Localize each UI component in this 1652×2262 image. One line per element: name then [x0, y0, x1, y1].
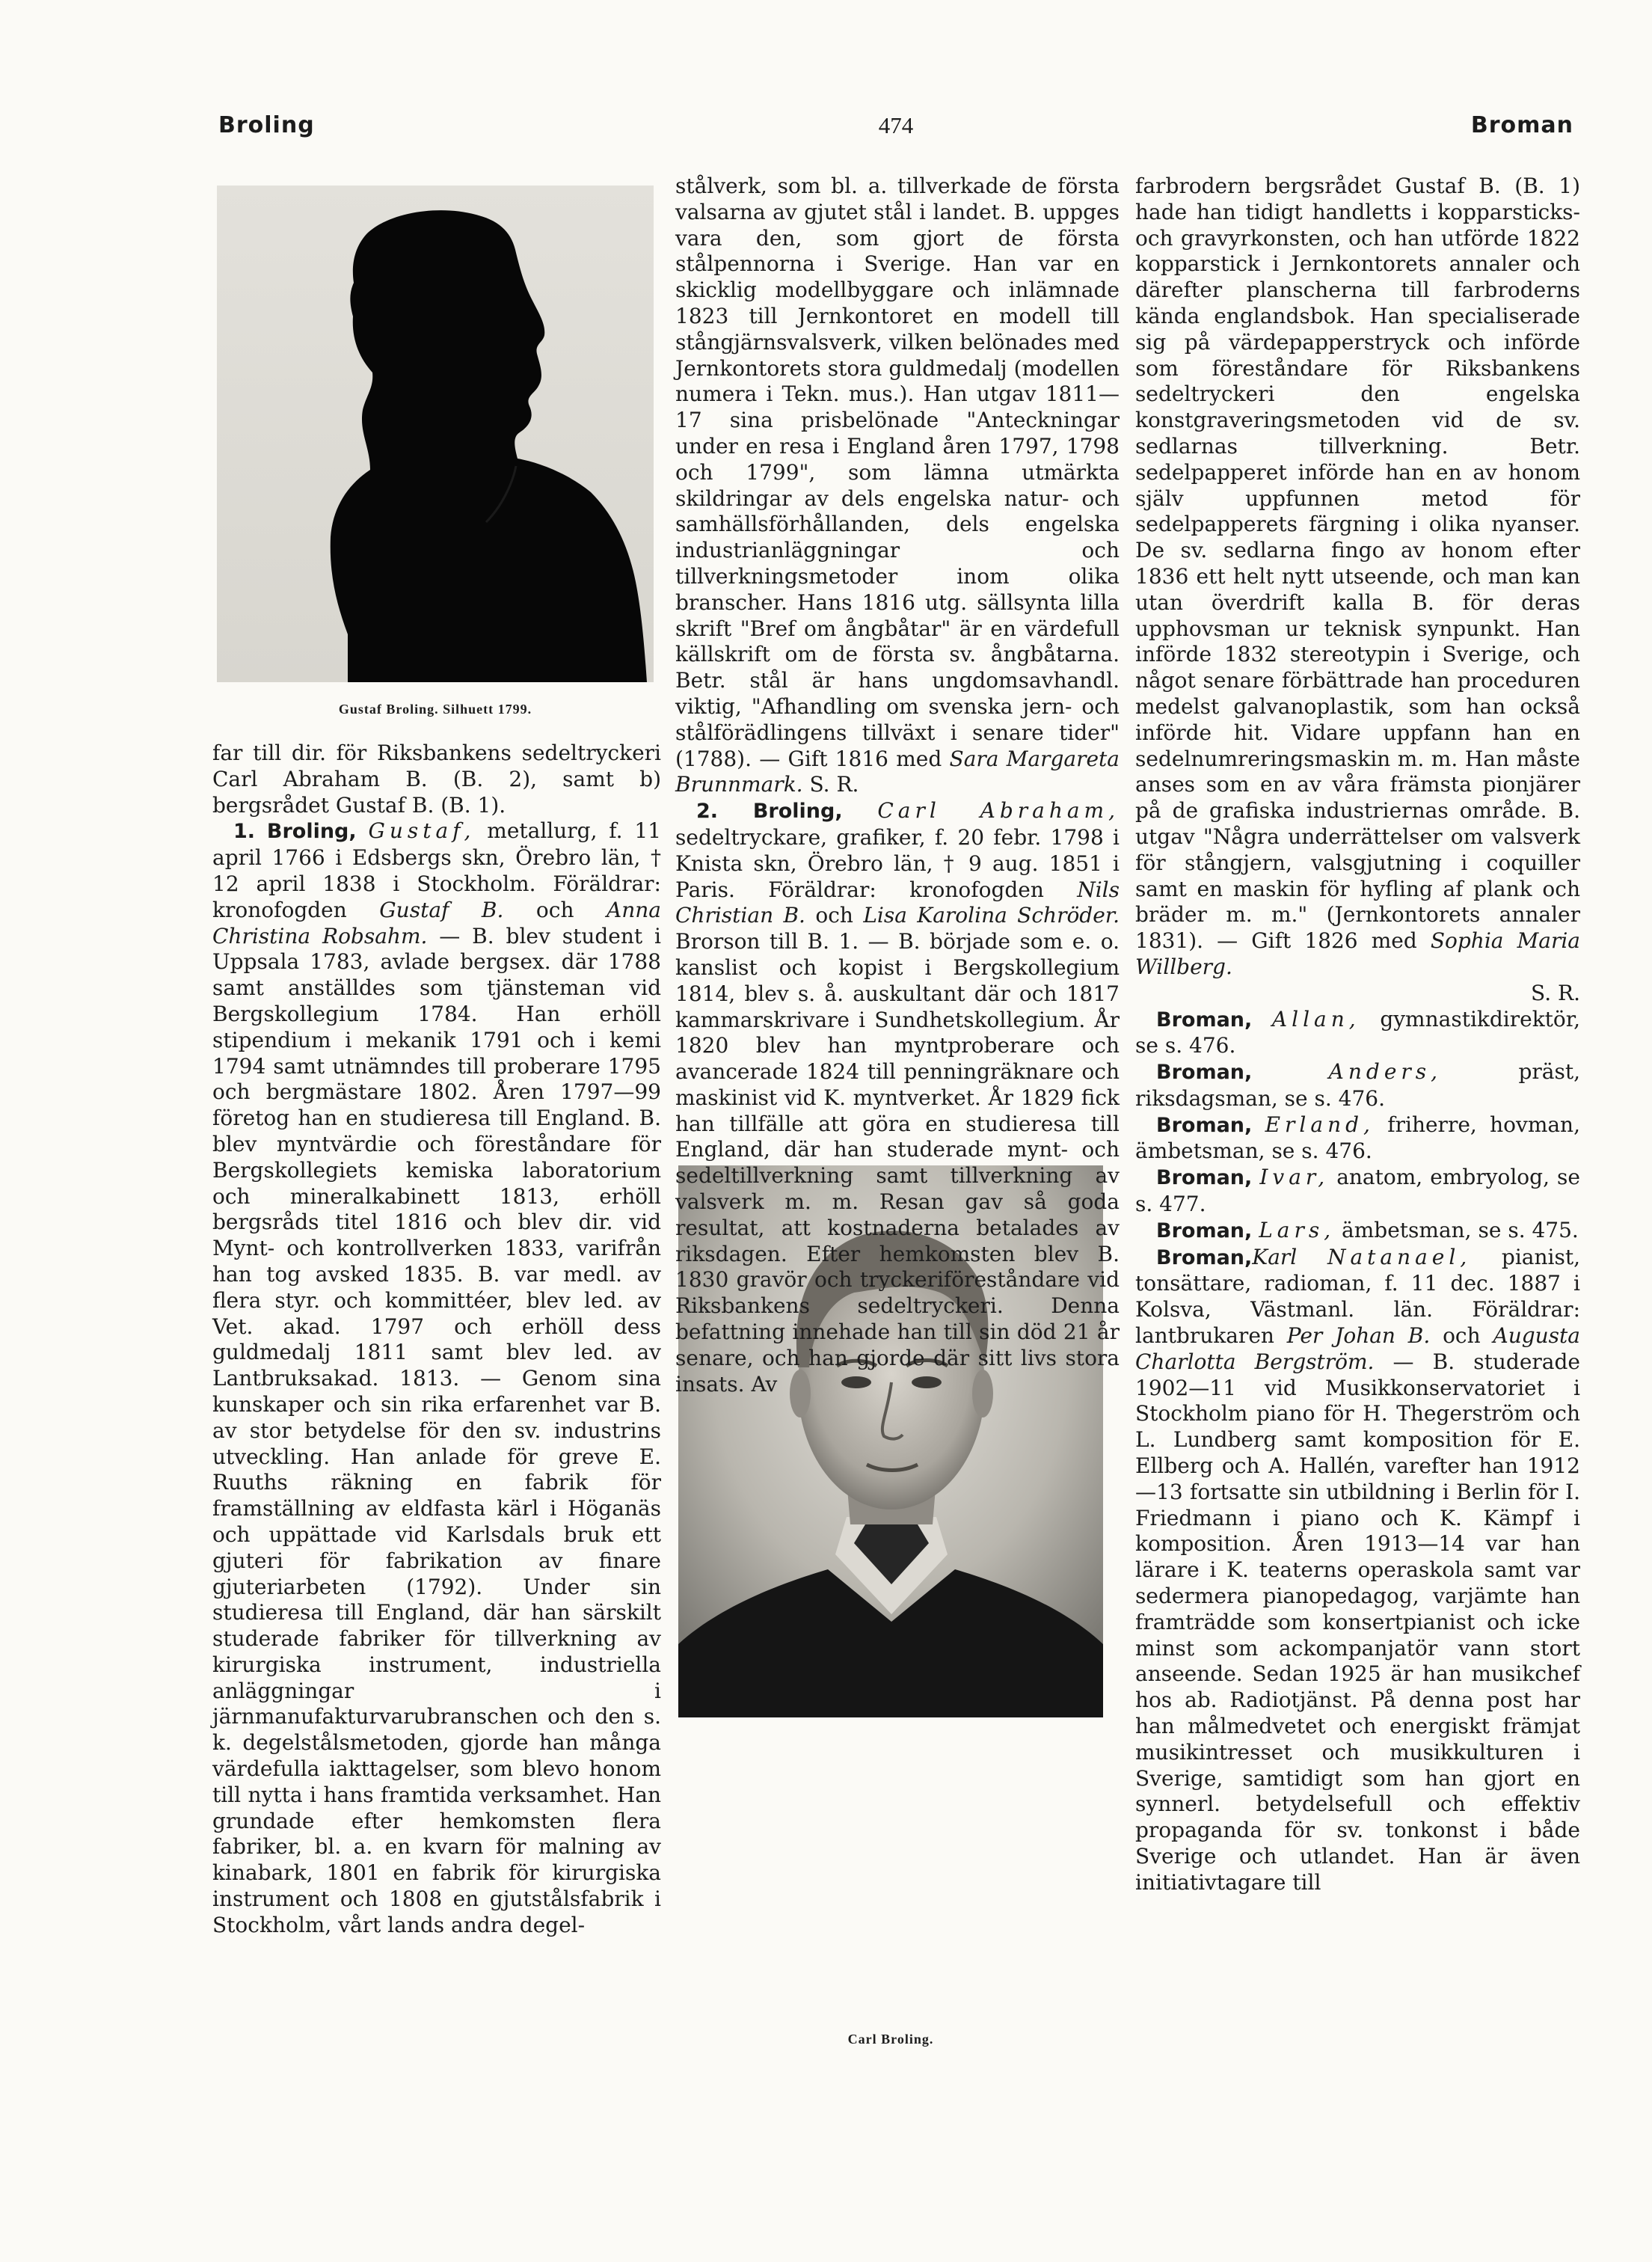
- entry-headword: Broman,: [1156, 1061, 1253, 1085]
- header-left-keyword: Broling: [218, 112, 315, 138]
- silhouette-caption: Gustaf Broling. Silhuett 1799.: [338, 702, 532, 717]
- parent-name: Augusta Charlotta Bergström.: [1135, 1323, 1580, 1374]
- entry-text: stålverk, som bl. a. tillverkade de första valsarna av gjutet stål i landet. B. uppges vara den, som gjort de första stålpennorna i Sverige. Han var en skicklig modellbyggare och inlämnade 1823 till Jernkontoret en modell till stångjärnsvalsverk, vilken belönades med Jernkontorets stora guldmedalj (modellen numera i Tekn. mus.). Han utgav 1811—17 sina prisbelönade "Anteckningar under en resa i England åren 1797, 1798 och 1799", som lämna utmärkta skildringar av dels engelska natur- och samhällsförhållanden, dels engelska industrianläggningar och tillverkningsmetoder inom olika branscher. Hans 1816 utg. sällsynta lilla skrift "Bref om ångbåtar" är en värdefull källskrift om de första sv. ångbåtarna. Betr. stål är hans ungdomsavhandl. viktig, "Afhandling om svenska jern- och stålförädlingens tillväxt i senare tider" (1788). — Gift 1816 med: [675, 174, 1120, 771]
- entry-given-name: Natanael,: [1327, 1244, 1472, 1269]
- spouse-name: Sara Margareta Brunnmark.: [675, 746, 1120, 797]
- silhouette-image: [217, 186, 654, 682]
- entry-headword: Broman,: [1156, 1166, 1253, 1190]
- parent-name: Lisa Karolina Schröder.: [863, 903, 1120, 928]
- entry-given-name: Gustaf,: [368, 818, 476, 844]
- entry-text: präst, riksdagsman, se s. 476.: [1135, 1059, 1580, 1111]
- continued-paragraph: [1135, 174, 1580, 981]
- entry-headword: Broling,: [752, 800, 843, 824]
- column-3: [1135, 174, 1580, 1896]
- entry-text: Brorson till B. 1. — B. började som e. o. kanslist och kopist i Bergskollegium 1814, blev s. å. auskultant där och 1817 kammarskrivare i Sundhetskollegium. År 1820 blev han myntproberare och avancerade 1824 till penningräknare och maskinist vid K. myntverket. År 1829 fick han tillfälle att göra en studieresa till England, där han studerade mynt- och sedeltillverkning samt tillverkning av valsverk m. m. Resan gav så goda resultat, att kostnaderna betalades av riksdagen. Efter hemkomsten blev B. 1830 gravör och tryckeriföreståndare vid Riksbankens sedeltryckeri. Denna befattning innehade han till sin död 21 år senare, och han gjorde där sitt livs stora insats. Av: [675, 929, 1120, 1397]
- signature: S. R.: [1531, 980, 1580, 1005]
- entry-text: anatom, embryolog, se s. 477.: [1135, 1165, 1580, 1217]
- entry-text: och: [805, 903, 864, 928]
- entry-broman-karl-natanael: [1135, 1245, 1580, 1896]
- entry-text: — B. studerade 1902—11 vid Musikkonservatoriet i Stockholm piano för H. Thegerström och L. Lundberg samt komposition för E. Ellberg och A. Hallén, varefter han 1912—13 fortsatte sin utbildning i Berlin för I. Friedmann i piano och K. Kämpf i komposition. Åren 1913—14 var han lärare i K. teaterns operaskola samt var sedermera pianopedagog, varjämte han framträdde som konsertpianist och icke minst som ackompanjatör vann stort anseende. Sedan 1925 är han musikchef hos ab. Radiotjänst. På denna post har han målmedvetet och energiskt främjat musikintresset och musikkulturen i Sverige, samtidigt som han gjort en synnerl. betydelsefull och effektiv propaganda för sv. tonkonst i både Sverige och utlandet. Han är även initiativtagare till: [1135, 1349, 1580, 1895]
- entry-number: 2.: [696, 800, 719, 824]
- entry-text: pianist, tonsättare, radioman, f. 11 dec. 1887 i Kolsva, Västmanl. län. Föräldrar: lantbrukaren: [1135, 1244, 1581, 1349]
- portrait-caption: Carl Broling.: [847, 2032, 934, 2047]
- parent-name: Anna Christina Robsahm.: [212, 897, 661, 948]
- header-right-keyword: Broman: [1470, 112, 1573, 138]
- running-header: [218, 112, 1573, 157]
- parent-name: Nils Christian B.: [675, 877, 1120, 928]
- parent-name: Gustaf B.: [379, 897, 504, 922]
- entry-text: och: [503, 897, 607, 922]
- entry-given-name: Allan,: [1271, 1006, 1360, 1032]
- continued-paragraph: far till dir. för Riksbankens sedeltryckeri Carl Abraham B. (B. 2), samt b) bergsrådet Gustaf B. (B. 1).: [212, 741, 661, 818]
- entry-number: 1.: [233, 820, 256, 844]
- entry-text: ämbetsman, se s. 475.: [1335, 1217, 1579, 1242]
- cross-reference-lars: [1135, 1218, 1580, 1245]
- entry-given-name: Lars,: [1259, 1217, 1336, 1242]
- entry-text: friherre, hovman, ämbetsman, se s. 476.: [1135, 1112, 1580, 1164]
- entry-broling-carl-abraham: [675, 798, 1120, 1397]
- entry-text: sedeltryckare, grafiker, f. 20 febr. 1798 i Knista skn, Örebro län, † 9 aug. 1851 i Paris. Föräldrar: kronofogden: [675, 824, 1120, 902]
- entry-broling-gustaf: [212, 818, 661, 1938]
- entry-text: — B. blev student i Uppsala 1783, avlade bergsex. där 1788 samt anställdes som tjänsteman vid Bergskollegium 1784. Han erhöll stipendium i mekanik 1791 och i kemi 1794 samt utnämndes till proberare 1795 och bergmästare 1802. Åren 1797—99 företog han en studieresa till England. B. blev myntvärdie och föreståndare för Bergskollegiets kemiska laboratorium och mineralkabinett 1813, erhöll bergsråds titel 1816 och blev dir. vid Mynt- och kontrollverken 1833, varifrån han tog avsked 1835. B. var medl. av flera styr. och kommittéer, blev led. av Vet. akad. 1797 och erhöll dess guldmedalj 1811 samt blev led. av Lantbruksakad. 1813. — Genom sina kunskaper och sin rika erfarenhet var B. av stor betydelse för den sv. industrins utveckling. Han anlade för greve E. Ruuths räkning en fabrik för framställning av eldfasta kärl i Höganäs och uppättade vid Karlsdals bruk ett gjuteri för fabrikation av finare gjuteriarbeten (1792). Under sin studieresa till England, där han särskilt studerade fabriker för tillverkning av kirurgiska instrument, industriella anläggningar i järnmanufakturvarubranschen och den s. k. degelstålsmetoden, gjorde han många värdefulla iakttagelser, som blevo honom till nytta i hans framtida verksamhet. Han grundade efter hemkomsten flera fabriker, bl. a. en kvarn för malning av kinabark, 1801 en fabrik för kirurgiska instrument och 1808 en gjutstålsfabrik i Stockholm, vårt lands andra degel-: [212, 923, 661, 1937]
- entry-given-name: Anders,: [1328, 1059, 1443, 1085]
- entry-headword: Broman,: [1156, 1219, 1253, 1242]
- entry-given-name: Carl Abraham,: [877, 798, 1120, 824]
- cross-reference-erland: [1135, 1112, 1580, 1165]
- signature: S. R.: [802, 772, 859, 797]
- entry-given-name: Erland,: [1265, 1112, 1375, 1137]
- page-number: 474: [878, 112, 914, 138]
- column-2: [675, 174, 1120, 1397]
- entry-first-name: Karl: [1252, 1244, 1298, 1269]
- entry-text: farbrodern bergsrådet Gustaf B. (B. 1) hade han tidigt handletts i kopparsticks- och gravyrkonsten, och han utförde 1822 kopparstick i Jernkontorets annaler och därefter planscherna till farbroderns kända englandsbok. Han specialiserade sig på värdepapperstryck och införde som föreståndare för Riksbankens sedeltryckeri den engelska konstgraveringsmetoden vid de sv. sedlarnas tillverkning. Betr. sedelpapperet införde han en av honom själv uppfunnen metod för sedelpapperets färgning i olika nyanser. De sv. sedlarna fingo av honom efter 1836 ett helt nytt utseende, och man kan utan överdrift kalla B. för deras upphovsman ur teknisk synpunkt. Han införde 1832 stereotypin i Sverige, och något senare förbättrade han proceduren medelst galvanoplastik, som han också införde hit. Vidare uppfann han en sedelnumreringsmaskin m. m. Han måste anses som en av våra främsta pionjärer på de grafiska industriernas område. B. utgav "Några underrättelser om valsverk för stångjern, valsgjutning i coquiller samt en maskin för hyfling af plank och bräder m. m." (Jernkontorets annaler 1831). — Gift 1826 med: [1135, 174, 1580, 954]
- continued-paragraph: [675, 174, 1120, 798]
- entry-headword: Broman,: [1156, 1245, 1253, 1269]
- spouse-name: Sophia Maria Willberg.: [1135, 928, 1580, 979]
- cross-reference-ivar: [1135, 1165, 1580, 1218]
- entry-headword: Broman,: [1156, 1113, 1253, 1137]
- cross-reference-allan: [1135, 1007, 1580, 1060]
- entry-text: och: [1430, 1323, 1493, 1349]
- entry-given-name: Ivar,: [1259, 1165, 1330, 1190]
- cross-reference-anders: [1135, 1059, 1580, 1112]
- entry-headword: Broman,: [1156, 1008, 1253, 1032]
- column-1: [212, 741, 661, 1939]
- entry-text: gymnastikdirektör, se s. 476.: [1135, 1006, 1580, 1058]
- parent-name: Per Johan B.: [1286, 1323, 1431, 1349]
- entry-text: metallurg, f. 11 april 1766 i Edsbergs skn, Örebro län, † 12 april 1838 i Stockholm. Föräldrar: kronofogden: [212, 818, 662, 922]
- entry-headword: Broling,: [266, 820, 357, 844]
